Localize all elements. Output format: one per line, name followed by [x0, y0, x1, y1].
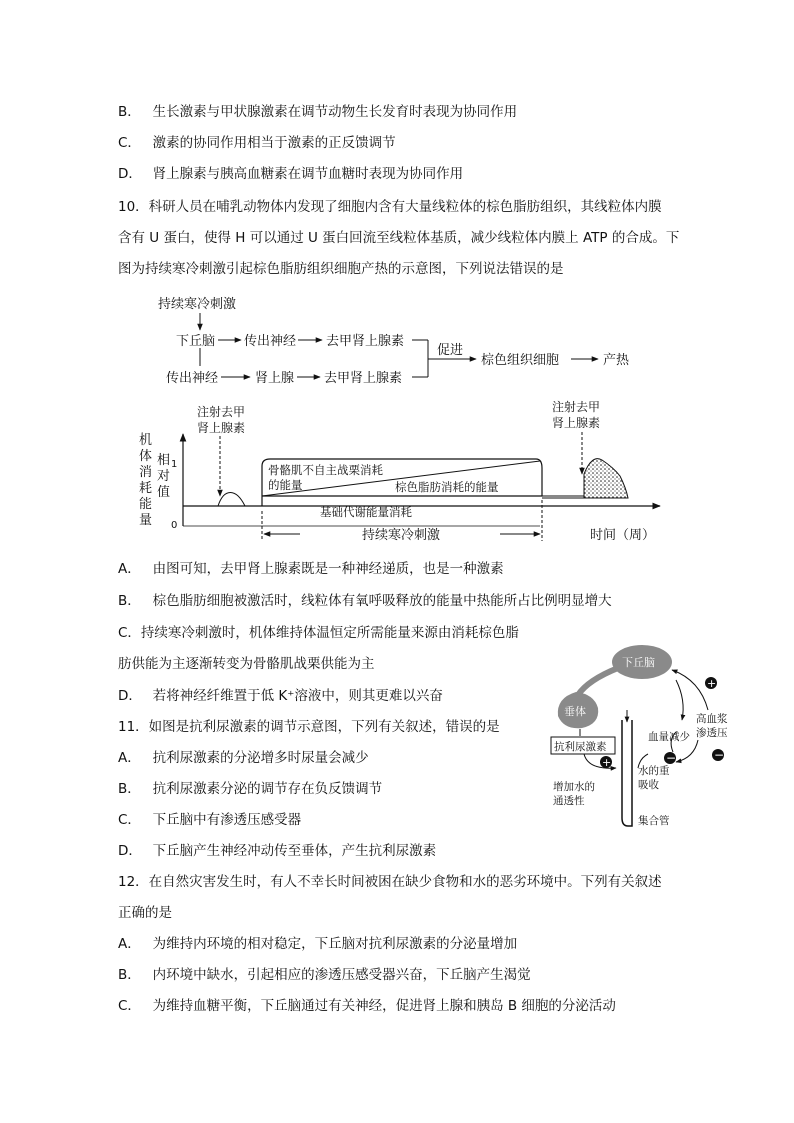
graph-brown-label: 棕色脂肪消耗的能量 — [395, 480, 499, 494]
flow-ne-1: 去甲肾上腺素 — [326, 334, 405, 349]
q12-option-a: A． 为维持内环境的相对稳定，下丘脑对抗利尿激素的分泌量增加 — [118, 936, 518, 952]
q9-option-c: C． 激素的协同作用相当于激素的正反馈调节 — [118, 135, 396, 151]
q10-energy-graph — [0, 396, 794, 548]
q10-option-c-line-1: C．持续寒冷刺激时，机体维持体温恒定所需能量来源由消耗棕色脂 — [118, 625, 519, 641]
flow-efferent-2: 传出神经 — [166, 371, 219, 386]
q10-option-a: A． 由图可知，去甲肾上腺素既是一种神经递质，也是一种激素 — [118, 561, 504, 577]
svg-text:相对值: 相对值 — [157, 453, 171, 500]
q10-option-b: B． 棕色脂肪细胞被激活时，线粒体有氧呼吸释放的能量中热能所占比例明显增大 — [118, 593, 612, 609]
graph-y1: 1 — [171, 459, 178, 470]
diagram-hypothalamus: 下丘脑 — [622, 656, 655, 669]
graph-xlabel: 时间（周） — [590, 528, 656, 543]
diagram-plasma-1: 高血浆 — [696, 713, 728, 725]
q9-option-b: B． 生长激素与甲状腺激素在调节动物生长发育时表现为协同作用 — [118, 104, 518, 120]
diagram-permeability-2: 通透性 — [553, 795, 585, 807]
graph-ylabel — [139, 432, 152, 528]
q10-stem-line-3: 图为持续寒冷刺激引起棕色脂肪组织细胞产热的示意图，下列说法错误的是 — [118, 261, 564, 277]
graph-muscle-label-1: 骨骼肌不自主战栗消耗 — [268, 463, 383, 477]
flow-hypothalamus: 下丘脑 — [176, 334, 216, 349]
graph-basal-label: 基础代谢能量消耗 — [320, 505, 412, 519]
flow-promote: 促进 — [437, 343, 464, 358]
q10-flow-diagram — [0, 288, 794, 396]
diagram-adh: 抗利尿激素 — [554, 741, 607, 753]
svg-text:+: + — [707, 677, 717, 690]
graph-left-hump — [218, 493, 245, 507]
graph-right-peak — [584, 459, 628, 498]
diagram-pituitary: 垂体 — [564, 705, 586, 718]
diagram-reabsorb-2: 吸收 — [638, 779, 659, 791]
graph-inject-right-1: 注射去甲 — [552, 400, 601, 414]
q12-option-c: C． 为维持血糖平衡，下丘脑通过有关神经，促进肾上腺和胰岛 B 细胞的分泌活动 — [118, 998, 616, 1014]
q10-stem-line-2: 含有 U 蛋白，使得 H 可以通过 U 蛋白回流至线粒体基质，减少线粒体内膜上 ATP 的合成。下 — [118, 230, 680, 246]
q11-option-a: A． 抗利尿激素的分泌增多时尿量会减少 — [118, 750, 369, 766]
q12-stem-line-1: 12．在自然灾害发生时，有人不幸长时间被困在缺少食物和水的恶劣环境中。下列有关叙述 — [118, 874, 662, 890]
q12-stem-line-2: 正确的是 — [118, 905, 172, 921]
graph-inject-left-1: 注射去甲 — [197, 405, 246, 419]
graph-span-label: 持续寒冷刺激 — [362, 528, 441, 543]
graph-muscle-label-2: 的能量 — [268, 478, 303, 492]
graph-y0: 0 — [171, 520, 178, 531]
flow-ne-2: 去甲肾上腺素 — [324, 371, 403, 386]
svg-text:+: + — [602, 756, 612, 769]
graph-inject-right-2: 肾上腺素 — [552, 416, 601, 430]
flow-adrenal: 肾上腺 — [255, 371, 295, 386]
q10-stem-line-1: 10．科研人员在哺乳动物体内发现了细胞内含有大量线粒体的棕色脂肪组织，其线粒体内膜 — [118, 199, 662, 215]
q11-option-c: C． 下丘脑中有渗透压感受器 — [118, 812, 302, 828]
flow-heat: 产热 — [603, 353, 630, 368]
flow-stimulus: 持续寒冷刺激 — [158, 297, 237, 312]
q11-option-d: D． 下丘脑产生神经冲动传至垂体，产生抗利尿激素 — [118, 843, 437, 859]
diagram-reabsorb-1: 水的重 — [638, 765, 670, 777]
graph-inject-left-2: 肾上腺素 — [197, 421, 246, 435]
flow-efferent-1: 传出神经 — [244, 334, 297, 349]
flow-brown-cell: 棕色组织细胞 — [481, 353, 560, 368]
svg-text:机体消耗能量: 机体消耗能量 — [139, 433, 153, 528]
q11-adh-diagram — [548, 640, 734, 834]
graph-ylabel-2 — [157, 452, 170, 500]
q12-option-b: B． 内环境中缺水，引起相应的渗透压感受器兴奋，下丘脑产生渴觉 — [118, 967, 531, 983]
svg-text:−: − — [666, 751, 677, 765]
svg-text:−: − — [714, 748, 725, 762]
q10-option-d: D． 若将神经纤维置于低 K⁺溶液中，则其更难以兴奋 — [118, 688, 443, 704]
q10-option-c-line-2: 肪供能为主逐渐转变为骨骼肌战栗供能为主 — [118, 656, 375, 672]
q11-stem: 11．如图是抗利尿激素的调节示意图，下列有关叙述，错误的是 — [118, 719, 500, 735]
q11-option-b: B． 抗利尿激素分泌的调节存在负反馈调节 — [118, 781, 383, 797]
diagram-permeability-1: 增加水的 — [553, 781, 595, 793]
q9-option-d: D． 肾上腺素与胰高血糖素在调节血糖时表现为协同作用 — [118, 166, 464, 182]
diagram-blood-decrease: 血量减少 — [648, 731, 690, 743]
diagram-collecting-duct: 集合管 — [638, 815, 670, 827]
diagram-plasma-2: 渗透压 — [696, 727, 728, 739]
